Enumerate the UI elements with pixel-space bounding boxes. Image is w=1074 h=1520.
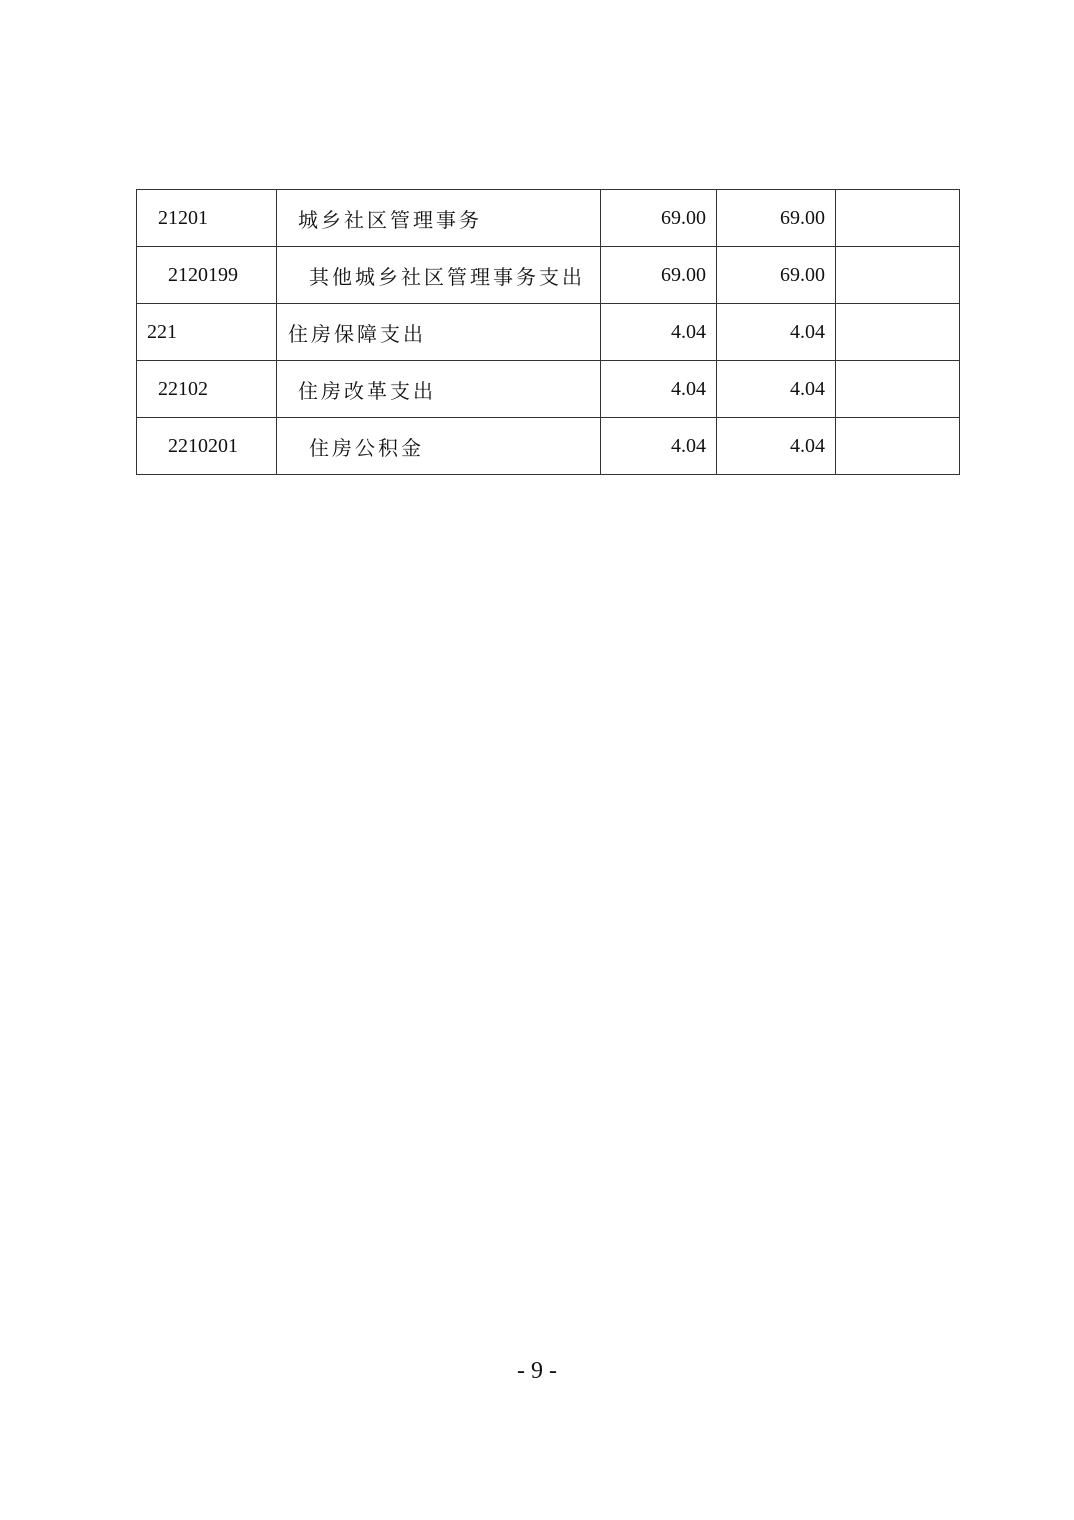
- table-row: [137, 418, 960, 475]
- subject-name: 住房改革支出: [277, 361, 601, 418]
- amount-cell: [836, 190, 960, 247]
- amount-cell: [836, 418, 960, 475]
- table-row: [137, 190, 960, 247]
- page-number: - 9 -: [517, 1358, 557, 1384]
- amount-cell: 4.04: [601, 304, 717, 361]
- amount-cell: [836, 247, 960, 304]
- amount-cell: 4.04: [717, 361, 836, 418]
- amount-cell: [836, 361, 960, 418]
- amount-cell: 4.04: [601, 418, 717, 475]
- table-row: [137, 247, 960, 304]
- amount-cell: [836, 304, 960, 361]
- subject-name: 住房保障支出: [277, 304, 601, 361]
- amount-cell: 4.04: [717, 304, 836, 361]
- budget-table: [136, 189, 960, 475]
- table-row: [137, 361, 960, 418]
- subject-code: 221: [137, 304, 277, 361]
- subject-name: 住房公积金: [277, 418, 601, 475]
- amount-cell: 69.00: [601, 247, 717, 304]
- subject-name: 其他城乡社区管理事务支出: [277, 247, 601, 304]
- table-row: [137, 304, 960, 361]
- subject-code: 22102: [137, 361, 277, 418]
- amount-cell: 69.00: [601, 190, 717, 247]
- amount-cell: 69.00: [717, 190, 836, 247]
- subject-name: 城乡社区管理事务: [277, 190, 601, 247]
- subject-code: 2210201: [137, 418, 277, 475]
- amount-cell: 4.04: [601, 361, 717, 418]
- amount-cell: 4.04: [717, 418, 836, 475]
- amount-cell: 69.00: [717, 247, 836, 304]
- subject-code: 2120199: [137, 247, 277, 304]
- subject-code: 21201: [137, 190, 277, 247]
